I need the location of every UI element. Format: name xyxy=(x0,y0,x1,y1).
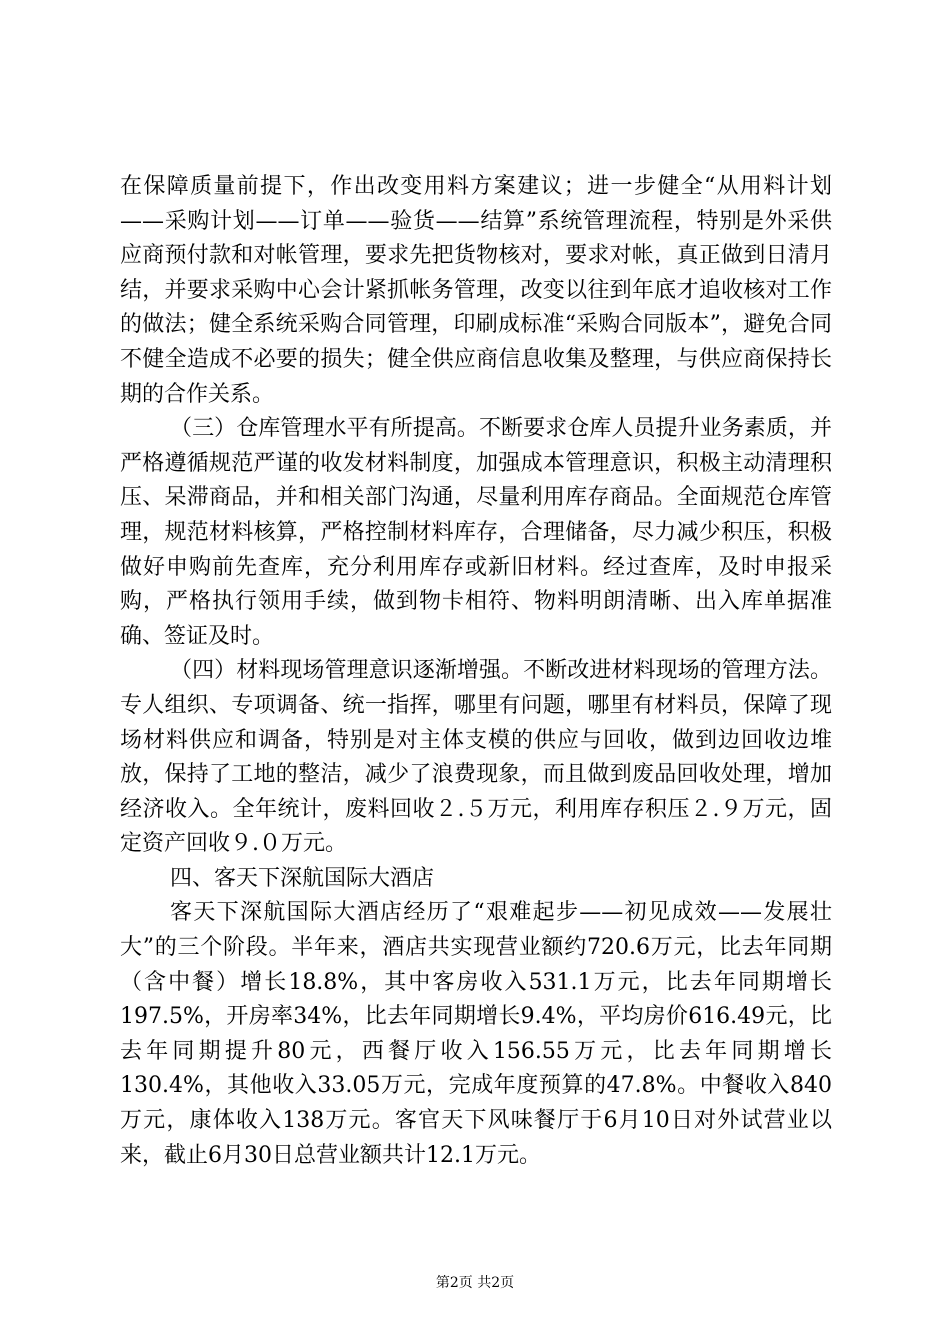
paragraph-procurement-management: 在保障质量前提下，作出改变用料方案建议；进一步健全“从用料计划——采购计划——订单——验货——结算”系统管理流程，特别是外采供应商预付款和对帐管理，要求先把货物核对，要求对帐，真正做到日清月结，并要求采购中心会计紧抓帐务管理，改变以往到年底才追收核对工作的做法；健全系统采购合同管理，印刷成标准“采购合同版本”，避免合同不健全造成不必要的损失；健全供应商信息收集及整理，与供应商保持长期的合作关系。 xyxy=(120,174,832,407)
paragraph-warehouse-management: （三）仓库管理水平有所提高。不断要求仓库人员提升业务素质，并严格遵循规范严谨的收发材料制度，加强成本管理意识，积极主动清理积压、呆滞商品，并和相关部门沟通，尽量利用库存商品。全面规范仓库管理，规范材料核算，严格控制材料库存，合理储备，尽力减少积压，积极做好申购前先查库，充分利用库存或新旧材料。经过查库，及时申报采购，严格执行领用手续，做到物卡相符、物料明朗清晰、出入库单据准确、签证及时。 xyxy=(120,416,832,649)
paragraph-site-material-management: （四）材料现场管理意识逐渐增强。不断改进材料现场的管理方法。专人组织、专项调备、统一指挥，哪里有问题，哪里有材料员，保障了现场材料供应和调备，特别是对主体支模的供应与回收，做到边回收边堆放，保持了工地的整洁，减少了浪费现象，而且做到废品回收处理，增加经济收入。全年统计，废料回收２.５万元，利用库存积压２.９万元，固定资产回收９.０万元。 xyxy=(120,658,832,857)
page-footer: 第2页 共2页 xyxy=(435,1275,515,1291)
paragraph-hotel-performance: 客天下深航国际大酒店经历了“艰难起步——初见成效——发展壮大”的三个阶段。半年来，酒店共实现营业额约720.6万元，比去年同期（含中餐）增长18.8%，其中客房收入531.1万元，比去年同期增长197.5%，开房率34%，比去年同期增长9.4%，平均房价616.49元，比去年同期提升80元，西餐厅收入156.55万元，比去年同期增长130.4%，其他收入33.05万元，完成年度预算的47.8%。中餐收入840万元，康体收入138万元。客官天下风味餐厅于6月10日对外试营业以来，截止6月30日总营业额共计12.1万元。 xyxy=(120,900,832,1168)
section-heading-hotel: 四、客天下深航国际大酒店 xyxy=(170,865,435,891)
document-body xyxy=(120,170,832,1173)
